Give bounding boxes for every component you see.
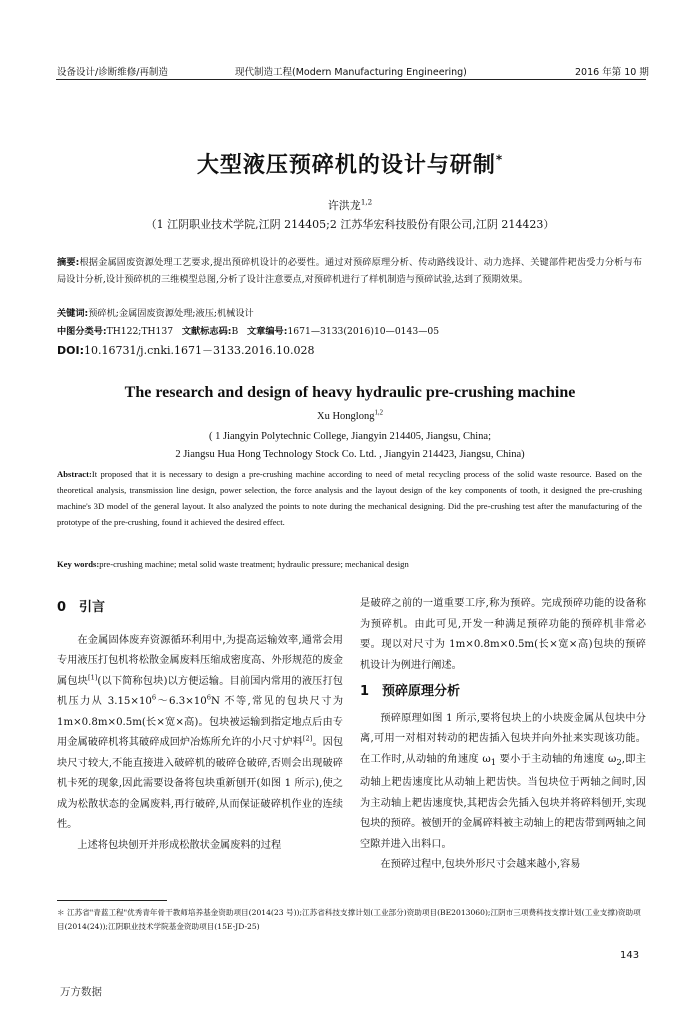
- affiliation-cn: （1 江阴职业技术学院,江阴 214405;2 江苏华宏科技股份有限公司,江阴 214423）: [145, 218, 555, 231]
- author-en-name: Xu Honglong: [317, 411, 375, 422]
- author-cn-name: 许洪龙: [327, 199, 361, 212]
- intro-paragraph-2: 上述将包块刨开并形成松散状金属废料的过程: [77, 839, 282, 851]
- keywords-en-label: Key words:: [57, 559, 100, 569]
- right-paragraph-1: 是破碎之前的一道重要工序,称为预碎。完成预碎功能的设备称为预碎机。由此可见,开发一种满足预碎功能的预碎机非常必要。现以对尺寸为 1m×0.8m×0.5m(长×宽×高)包块的预碎机设计为例进行阐述。: [360, 598, 646, 671]
- abstract-en-text: It proposed that it is necessary to design a pre-crushing machine according to need of metal recycling process of the solid waste resource. Based on the theoretical analysis, transmission line design, power selection, the force analysis and the layout design of the key components of tooth, it designed the pre-crushing machine's 3D model of the general layout. It also analyzed the points to note during the mechanical designing. Did the pre-crushing test after the manufacturing of the prototype of the pre-crushing, found it achieved the desired effect.: [57, 469, 642, 527]
- article-no-label: 文章编号:: [247, 326, 288, 337]
- keywords-cn-label: 关键词:: [57, 308, 89, 319]
- citation-1: [1]: [87, 673, 98, 682]
- abstract-cn-text: 根据金属固废资源处理工艺要求,提出预碎机设计的必要性。通过对预碎原理分析、传动路线设计、动力选择、关键部件耙齿受力分析与布局设计分析,设计预碎机的三维模型总图,分析了设计注意要点,对预碎机进行了样机制造与预碎试验,达到了预期效果。: [57, 257, 642, 285]
- running-header-issue: 2016 年第 10 期: [575, 67, 649, 78]
- exponent-2: 6: [206, 693, 211, 702]
- funding-footnote: ＊ 江苏省"青蓝工程"优秀青年骨干教师培养基金资助项目(2014(23 号));江苏省科技支撑计划(工业部分)资助项目(BE2013060);江阴市三项费科技支撑计划(工业支撑)资助项目(2014(24));江阴职业技术学院基金资助项目(15E-JD-25): [57, 908, 641, 931]
- omega-sub-2: 2: [616, 757, 622, 768]
- doi-value: 10.16731/j.cnki.1671－3133.2016.10.028: [83, 344, 315, 357]
- principle-paragraph: [360, 709, 646, 856]
- paper-title-cn-text: 大型液压预碎机的设计与研制: [196, 153, 496, 178]
- principle-text-b: 要小于主动轴的角速度 ω: [496, 753, 617, 765]
- author-cn: [0, 197, 700, 213]
- paper-title-cn: [0, 148, 700, 179]
- doi-line: [57, 343, 642, 360]
- classification-line: [57, 324, 642, 341]
- section-0-heading: 0 引言: [57, 600, 106, 615]
- intro-p1-text-b: (以下简称包块)以方便运输。目前国内常用的液压打包机压力从 3.15×10: [57, 675, 343, 707]
- running-header-left: 设备设计/诊断维修/再制造: [57, 67, 168, 78]
- intro-p1-text-c: ～6.3×10: [156, 696, 207, 707]
- right-column: [360, 594, 646, 876]
- keywords-cn: [57, 306, 642, 323]
- intro-p1-text-e: 。因包块尺寸较大,不能直接进入破碎机的破碎仓破碎,否则会出现破碎机卡死的现象,因此需要设备将包块重新刨开(如图 1 所示),使之成为松散状态的金属废料,再行破碎,从而保证破碎机作业的连续性。: [57, 737, 343, 830]
- keywords-cn-text: 预碎机;金属固废资源处理;液压;机械设计: [88, 308, 254, 319]
- left-column: [57, 594, 343, 856]
- author-cn-affil-sup: 1,2: [360, 197, 373, 207]
- abstract-en: [57, 466, 642, 530]
- paper-title-en: The research and design of heavy hydraulic pre-crushing machine: [124, 384, 576, 401]
- title-footnote-mark: *: [495, 152, 504, 167]
- intro-p1-text: 在金属固体废弃资源循环利用中,为提高运输效率,通常会用专用液压打包机将松散金属废料压缩成密度高、外形规范的废金属包块: [57, 634, 343, 687]
- omega-sub-1: 1: [490, 757, 497, 768]
- abstract-en-label: Abstract:: [57, 469, 92, 479]
- citation-2: [2]: [302, 734, 313, 743]
- intro-p1-text-d: N 不等,常见的包块尺寸为1m×0.8m×0.5m(长×宽×高)。包块被运输到指定地点后由专用金属破碎机将其破碎成回炉冶炼所允许的小尺寸炉料: [57, 696, 344, 748]
- exponent-1: 6: [151, 693, 157, 702]
- principle-text-a: 预碎原理如图 1 所示,要将包块上的小块废金属从包块中分离,可用一对相对转动的耙齿插入包块并向外扯来实现该功能。在工作时,从动轴的角速度 ω: [360, 712, 646, 765]
- watermark: 万方数据: [60, 986, 102, 998]
- section-1-heading: 1 预碎原理分析: [360, 684, 461, 699]
- affiliation-en-2: 2 Jiangsu Hua Hong Technology Stock Co. Ltd. , Jiangyin 214423, Jiangsu, China): [175, 449, 525, 460]
- principle-paragraph-2: 在预碎过程中,包块外形尺寸会越来越小,容易: [380, 859, 581, 871]
- intro-paragraph-1: [57, 631, 343, 836]
- clc-label: 中图分类号:: [57, 326, 107, 337]
- keywords-en-text: pre-crushing machine; metal solid waste treatment; hydraulic pressure; mechanical design: [99, 559, 409, 569]
- header-rule: [56, 79, 646, 80]
- article-no-value: 1671—3133(2016)10—0143—05: [287, 326, 440, 337]
- running-header-journal: 现代制造工程(Modern Manufacturing Engineering): [235, 67, 467, 78]
- author-en: [0, 411, 700, 422]
- abstract-cn-label: 摘要:: [57, 257, 80, 268]
- keywords-en: [57, 556, 642, 572]
- doc-code-value: B: [231, 326, 239, 337]
- clc-value: TH122;TH137: [106, 326, 174, 337]
- principle-text-c: ,即主动轴上耙齿速度比从动轴上耙齿快。当包块位于两轴之间时,因为主动轴上耙齿速度快,其耙齿会先插入包块并将碎料刨开,实现包块的预碎。被刨开的金属碎料被主动轴上的耙齿带到两轴之间空隙并进入出料口。: [360, 753, 646, 850]
- page-number: 143: [620, 950, 640, 961]
- doi-label: DOI:: [57, 344, 84, 357]
- footnote-rule: [57, 900, 167, 901]
- doc-code-label: 文献标志码:: [181, 326, 232, 337]
- abstract-cn: [57, 255, 642, 288]
- affiliation-en-1: ( 1 Jiangyin Polytechnic College, Jiangyin 214405, Jiangsu, China;: [208, 431, 491, 442]
- author-en-affil-sup: 1,2: [374, 409, 383, 417]
